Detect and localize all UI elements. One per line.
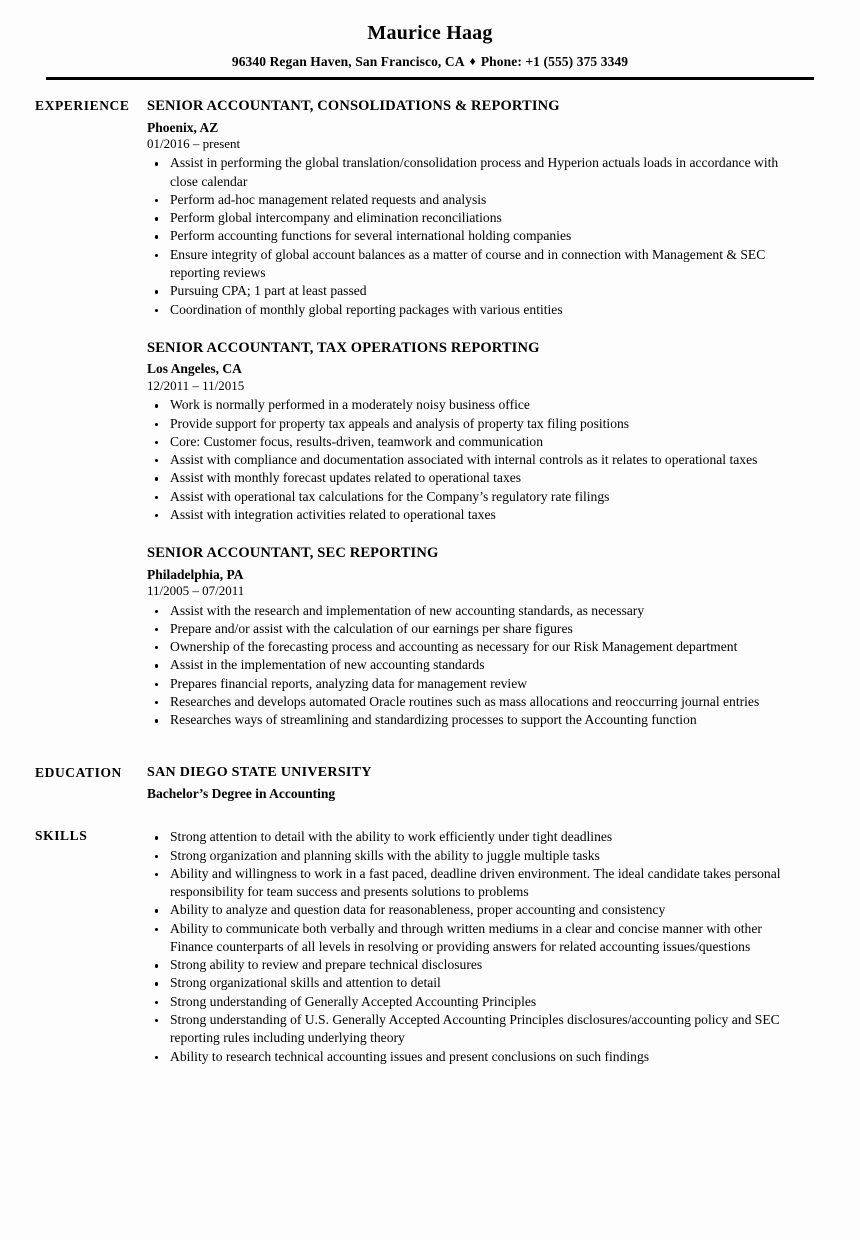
bullet-item: Core: Customer focus, results-driven, teamwork and communication	[147, 433, 806, 451]
skills-body	[147, 826, 806, 1066]
bullet-item: Strong understanding of U.S. Generally Accepted Accounting Principles disclosures/accounting policy and SEC reporting rules including underlying theory	[147, 1011, 806, 1048]
bullet-item: Assist with operational tax calculations for the Company’s regulatory rate filings	[147, 488, 806, 506]
education-section	[0, 764, 860, 803]
education-body	[147, 764, 806, 803]
job-dates: 12/2011 – 11/2015	[147, 377, 245, 393]
bullet-item: Strong understanding of Generally Accepted Accounting Principles	[147, 993, 806, 1011]
bullet-item: Strong ability to review and prepare technical disclosures	[147, 956, 806, 974]
job-location: Los Angeles, CA	[147, 361, 242, 377]
experience-section	[0, 97, 860, 730]
bullet-item: Prepare and/or assist with the calculation of our earnings per share figures	[147, 620, 806, 638]
contact-line	[0, 54, 860, 70]
experience-body	[147, 97, 806, 730]
section-label-experience: EXPERIENCE	[35, 98, 130, 113]
bullet-item: Pursuing CPA; 1 part at least passed	[147, 282, 806, 300]
contact-phone: Phone: +1 (555) 375 3349	[480, 54, 629, 69]
bullet-item: Ensure integrity of global account balances as a matter of course and in connection with Management & SEC reporting reviews	[147, 246, 806, 283]
bullet-item: Prepares financial reports, analyzing data for management review	[147, 675, 806, 693]
job-bullet-list	[147, 602, 806, 730]
experience-entry	[147, 97, 806, 319]
experience-entry	[147, 339, 806, 524]
job-title: SENIOR ACCOUNTANT, SEC REPORTING	[147, 545, 439, 562]
bullet-item: Assist in performing the global translation/consolidation process and Hyperion actuals loads in accordance with close calendar	[147, 154, 806, 191]
bullet-item: Assist with the research and implementation of new accounting standards, as necessary	[147, 602, 806, 620]
experience-entry	[147, 544, 806, 729]
bullet-item: Perform ad-hoc management related requests and analysis	[147, 191, 806, 209]
bullet-item: Assist in the implementation of new accounting standards	[147, 656, 806, 674]
education-school: SAN DIEGO STATE UNIVERSITY	[147, 764, 372, 780]
bullet-item: Provide support for property tax appeals and analysis of property tax filing positions	[147, 415, 806, 433]
bullet-item: Assist with compliance and documentation associated with internal controls as it relates to operational taxes	[147, 451, 806, 469]
bullet-item: Ability to analyze and question data for reasonableness, proper accounting and consistency	[147, 901, 806, 919]
header-divider	[46, 77, 814, 80]
job-dates: 01/2016 – present	[147, 136, 241, 152]
job-title: SENIOR ACCOUNTANT, TAX OPERATIONS REPORTING	[147, 339, 540, 356]
bullet-item: Ability to research technical accounting issues and present conclusions on such findings	[147, 1048, 806, 1066]
job-title: SENIOR ACCOUNTANT, CONSOLIDATIONS & REPORTING	[147, 98, 560, 114]
contact-address: 96340 Regan Haven, San Francisco, CA	[231, 54, 465, 69]
diamond-separator-icon: ♦	[469, 54, 476, 68]
bullet-item: Ability and willingness to work in a fast paced, deadline driven environment. The ideal candidate takes personal responsibility for team success and presents solutions to problems	[147, 865, 806, 902]
bullet-item: Perform accounting functions for several international holding companies	[147, 227, 806, 245]
job-bullet-list	[147, 396, 806, 524]
job-dates: 11/2005 – 07/2011	[147, 583, 245, 599]
section-label-skills: SKILLS	[35, 828, 88, 844]
job-location: Philadelphia, PA	[147, 566, 244, 582]
bullet-item: Coordination of monthly global reporting packages with various entities	[147, 301, 806, 319]
bullet-item: Researches and develops automated Oracle routines such as mass allocations and reoccurring journal entries	[147, 693, 806, 711]
education-degree: Bachelor’s Degree in Accounting	[147, 785, 336, 801]
skills-bullet-list	[147, 828, 806, 1066]
bullet-item: Assist with monthly forecast updates related to operational taxes	[147, 469, 806, 487]
bullet-item: Ownership of the forecasting process and accounting as necessary for our Risk Management department	[147, 638, 806, 656]
bullet-item: Work is normally performed in a moderately noisy business office	[147, 396, 806, 414]
bullet-item: Strong organization and planning skills with the ability to juggle multiple tasks	[147, 847, 806, 865]
bullet-item: Strong organizational skills and attention to detail	[147, 974, 806, 992]
bullet-item: Assist with integration activities related to operational taxes	[147, 506, 806, 524]
job-bullet-list	[147, 154, 806, 319]
skills-section	[0, 826, 860, 1066]
bullet-item: Strong attention to detail with the ability to work efficiently under tight deadlines	[147, 828, 806, 846]
candidate-name: Maurice Haag	[367, 22, 493, 44]
resume-header	[0, 0, 860, 80]
bullet-item: Researches ways of streamlining and standardizing processes to support the Accounting function	[147, 711, 806, 729]
section-label-education: EDUCATION	[35, 764, 122, 780]
job-location: Phoenix, AZ	[147, 119, 219, 135]
bullet-item: Ability to communicate both verbally and through written mediums in a clear and concise manner with other Finance counterparts of all levels in resolving or providing answers for related accounting issues/questions	[147, 920, 806, 957]
bullet-item: Perform global intercompany and elimination reconciliations	[147, 209, 806, 227]
